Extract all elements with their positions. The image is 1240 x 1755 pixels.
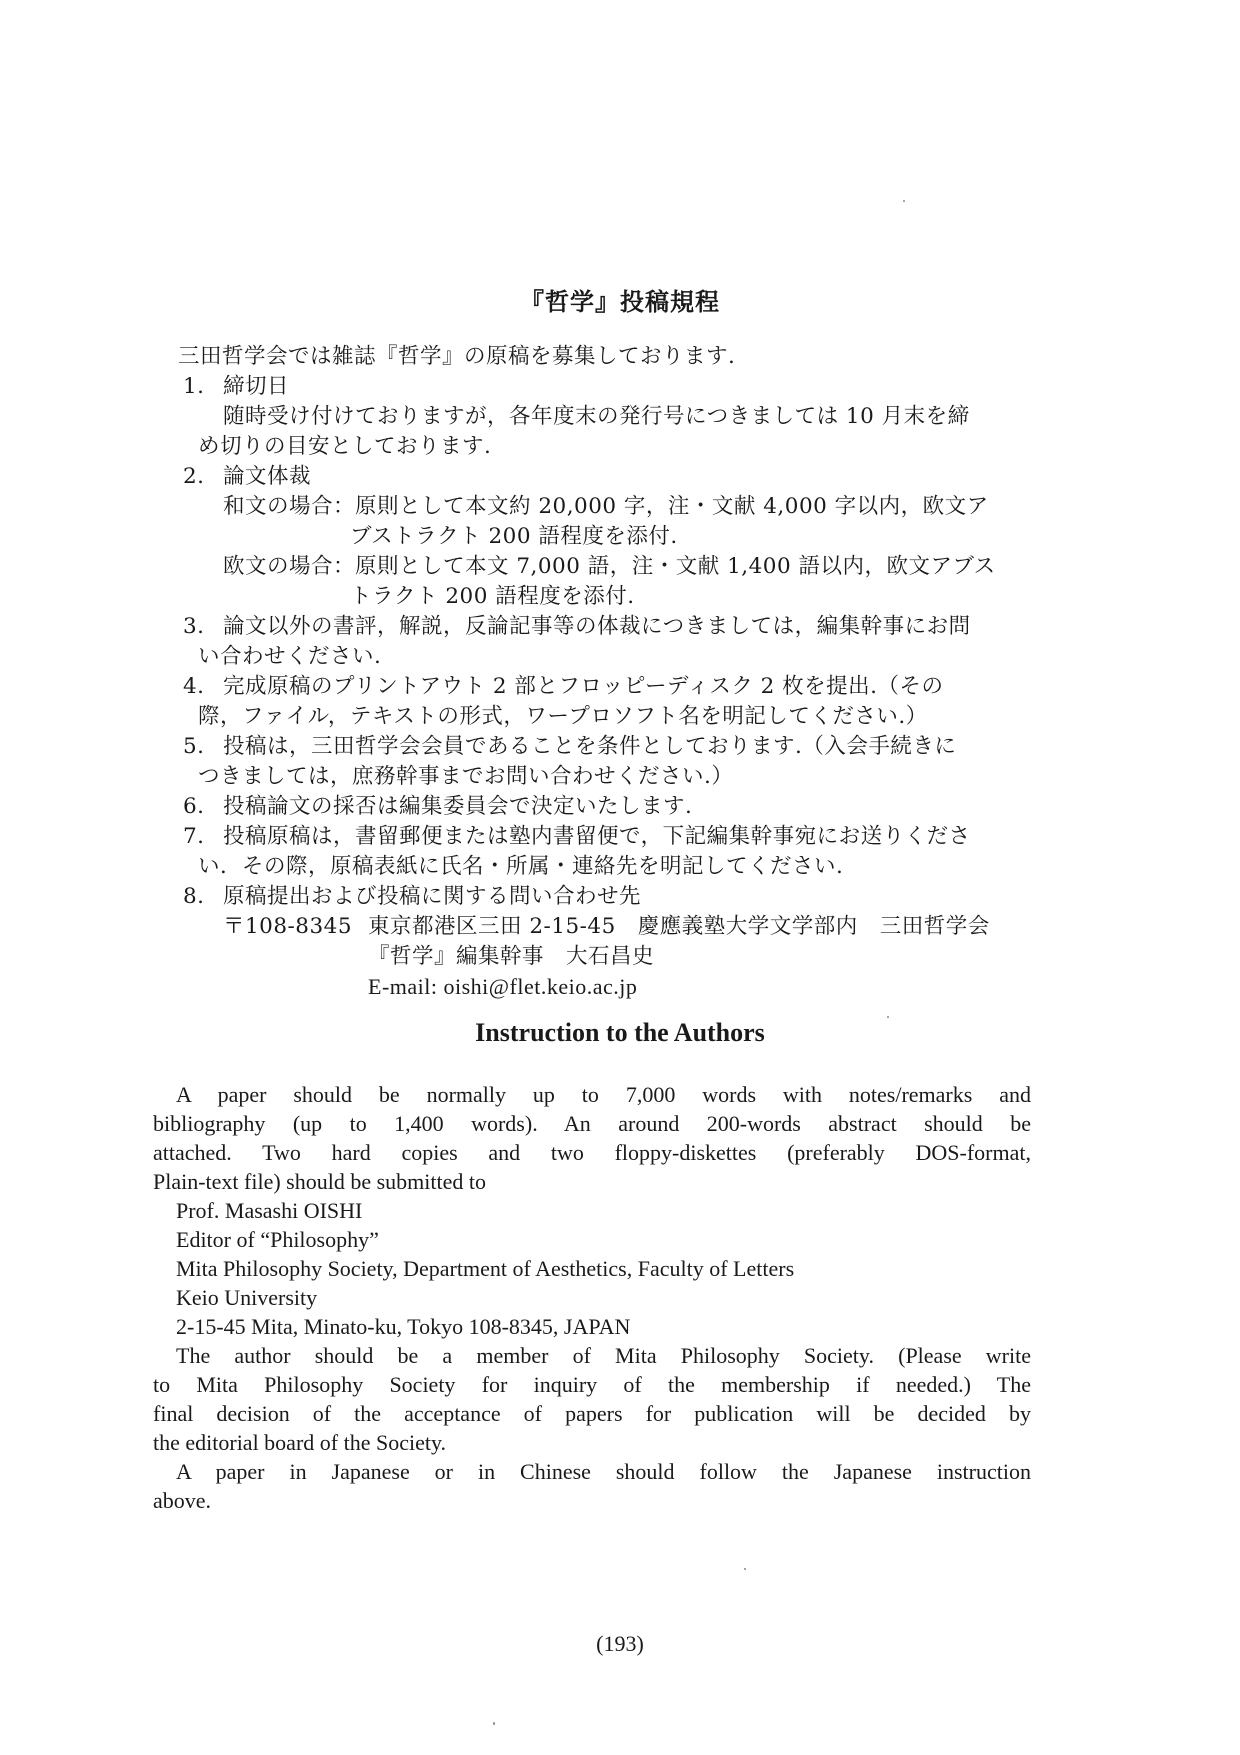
page-number: (193) [596,1631,644,1656]
jp-intro: 三田哲学会では雑誌『哲学』の原稿を募集しております. [178,344,736,369]
item-text: 投稿論文の採否は編集委員会で決定いたします. [223,794,693,819]
en-para3-line-2: above. [153,1488,212,1513]
en-address-line-5: 2-15-45 Mita, Minato-ku, Tokyo 108-8345, JAPAN [176,1314,631,1339]
jp-item-6-line-1 [183,792,692,822]
item-number: 6. [183,794,205,819]
jp-item-3-line-1 [183,612,971,642]
en-para1-line-1: A paper should be normally up to 7,000 words with notes/remarks and [176,1082,1031,1107]
jp-item-1-body-1: 随時受け付けておりますが，各年度末の発行号につきましては 10 月末を締 [223,404,970,429]
item-text: 投稿原稿は，書留郵便または塾内書留便で，下記編集幹事宛にお送りくださ [223,824,971,849]
item-number: 2. [183,464,205,489]
en-title: Instruction to the Authors [475,1018,765,1047]
postal-code: 〒108-8345 [223,914,353,939]
en-address-line-1: Prof. Masashi OISHI [176,1198,363,1223]
item-number: 1. [183,374,205,399]
jp-address-line-1 [223,912,990,942]
wabun-label: 和文の場合： [223,494,356,519]
en-para1-line-3: attached. Two hard copies and two floppy-diskettes (preferably DOS-format, [153,1140,1031,1165]
item-text: 完成原稿のプリントアウト 2 部とフロッピーディスク 2 枚を提出.（その [223,674,944,699]
jp-item-4-line-1 [183,672,944,702]
jp-title: 『哲学』投稿規程 [520,288,720,316]
en-address-line-2: Editor of “Philosophy” [176,1227,379,1252]
jp-item-7-line-2: い．その際，原稿表紙に氏名・所属・連絡先を明記してください. [198,854,844,879]
item-number: 3. [183,614,205,639]
jp-wabun-line-1 [223,492,989,522]
jp-address-line-2: 『哲学』編集幹事 大石昌史 [368,944,655,969]
scan-speck [887,1016,889,1018]
item-number: 5. [183,734,205,759]
jp-item-8-line-1 [183,882,641,912]
wabun-text: 原則として本文約 20,000 字，注・文献 4,000 字以内，欧文ア [355,494,989,519]
en-para2-line-2: to Mita Philosophy Society for inquiry of the membership if needed.) The [153,1372,1031,1397]
scan-speck [903,200,905,202]
en-address-line-4: Keio University [176,1285,318,1310]
jp-wabun-line-2: ブストラクト 200 語程度を添付. [350,524,678,549]
jp-item-5-line-1 [183,732,956,762]
item-number: 7. [183,824,205,849]
scan-speck [744,1568,746,1570]
item-number: 8. [183,884,205,909]
jp-item-3-line-2: い合わせください. [198,644,382,669]
en-para1-line-2: bibliography (up to 1,400 words). An around 200-words abstract should be [153,1111,1031,1136]
en-para1-line-4: Plain-text file) should be submitted to [153,1169,487,1194]
item-text: 投稿は，三田哲学会会員であることを条件としております.（入会手続きに [223,734,957,759]
jp-email: E-mail: oishi@flet.keio.ac.jp [368,974,638,999]
scan-speck [493,1722,495,1725]
address-text: 東京都港区三田 2-15-45 慶應義塾大学文学部内 三田哲学会 [368,914,990,939]
item-number: 4. [183,674,205,699]
jp-obun-line-1 [223,552,996,582]
jp-obun-line-2: トラクト 200 語程度を添付. [350,584,635,609]
item-text: 原稿提出および投稿に関する問い合わせ先 [223,884,642,909]
jp-item-7-line-1 [183,822,971,852]
obun-text: 原則として本文 7,000 語，注・文献 1,400 語以内，欧文アブス [355,554,996,579]
jp-item-5-line-2: つきましては，庶務幹事までお問い合わせください.） [198,764,734,789]
jp-item-1-heading [183,372,289,402]
obun-label: 欧文の場合： [223,554,356,579]
en-para3-line-1: A paper in Japanese or in Chinese should follow the Japanese instruction [176,1459,1031,1484]
jp-item-1-body-2: め切りの目安としております. [198,434,492,459]
item-heading: 締切日 [223,374,290,399]
item-heading: 論文体裁 [223,464,312,489]
jp-item-2-heading [183,462,311,492]
en-para2-line-1: The author should be a member of Mita Philosophy Society. (Please write [176,1343,1031,1368]
en-para2-line-4: the editorial board of the Society. [153,1430,447,1455]
jp-item-4-line-2: 際，ファイル，テキストの形式，ワープロソフト名を明記してください.） [198,704,928,729]
en-address-line-3: Mita Philosophy Society, Department of Aesthetics, Faculty of Letters [176,1256,795,1281]
item-text: 論文以外の書評，解説，反論記事等の体裁につきましては，編集幹事にお問 [223,614,971,639]
en-para2-line-3: final decision of the acceptance of papers for publication will be decided by [153,1401,1031,1426]
